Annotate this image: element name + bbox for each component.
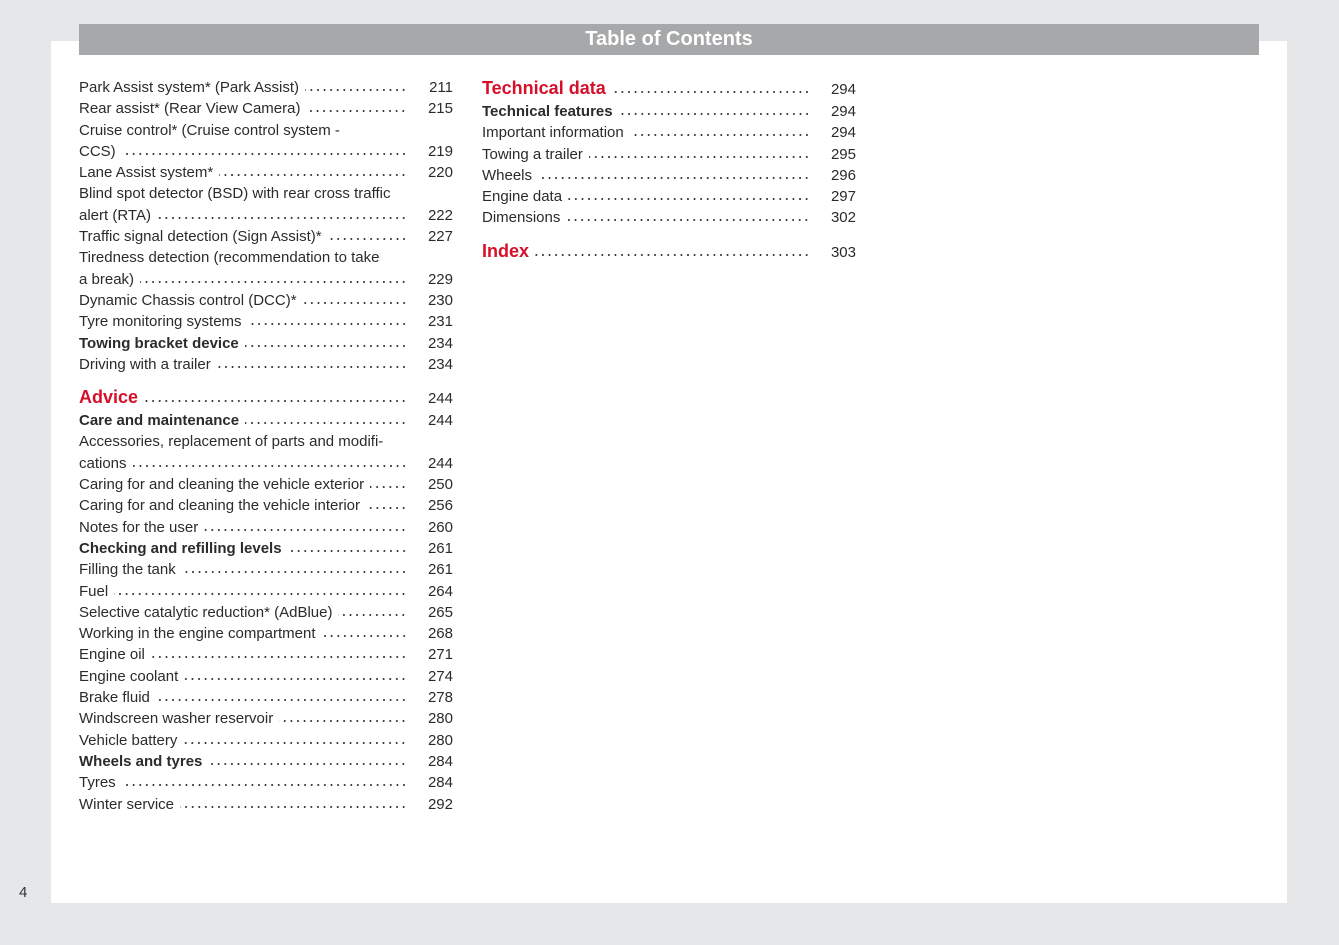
- toc-entry-title: Engine oil: [79, 646, 145, 664]
- dot-leader: [133, 464, 407, 468]
- toc-page-number: 227: [427, 228, 453, 246]
- toc-entry-title: Blind spot detector (BSD) with rear cross traffic: [79, 185, 391, 203]
- toc-page-number: 292: [427, 795, 453, 813]
- toc-entry-title: Rear assist* (Rear View Camera): [79, 100, 301, 118]
- dot-leader: [288, 549, 407, 553]
- toc-page-number: 230: [427, 291, 453, 309]
- toc-entry[interactable]: [79, 666, 453, 687]
- toc-entry[interactable]: [482, 122, 856, 143]
- toc-entry-title: Engine data: [482, 188, 563, 206]
- toc-entry-title: Traffic signal detection (Sign Assist)*: [79, 228, 322, 246]
- toc-entry[interactable]: [79, 708, 453, 729]
- toc-entry-title: Index: [482, 240, 530, 261]
- toc-entry[interactable]: [79, 495, 453, 516]
- toc-page-number: 294: [830, 103, 856, 120]
- dot-leader: [204, 528, 407, 532]
- toc-entry-title: Winter service: [79, 795, 175, 813]
- dot-leader: [245, 421, 407, 425]
- dot-leader: [219, 173, 407, 177]
- dot-leader: [122, 152, 407, 156]
- toc-page-number: 271: [427, 646, 453, 664]
- toc-column-left: [79, 77, 453, 815]
- toc-page-number: 280: [427, 731, 453, 749]
- toc-entry[interactable]: [79, 354, 453, 375]
- toc-page-number: 278: [427, 689, 453, 707]
- dot-leader: [619, 112, 810, 116]
- dot-leader: [180, 805, 407, 809]
- toc-page-number: 222: [427, 206, 453, 224]
- toc-page-number: 220: [427, 164, 453, 182]
- toc-entry[interactable]: [79, 644, 453, 665]
- dot-leader: [306, 109, 407, 113]
- dot-leader: [208, 762, 407, 766]
- toc-entry-title: Park Assist system* (Park Assist): [79, 79, 300, 96]
- dot-leader: [183, 741, 407, 745]
- dot-leader: [338, 613, 407, 617]
- dot-leader: [114, 592, 407, 596]
- toc-entry[interactable]: [79, 581, 453, 602]
- toc-entry[interactable]: [79, 687, 453, 708]
- toc-entry[interactable]: [79, 120, 453, 163]
- toc-entry-title: CCS): [79, 142, 116, 160]
- toc-entry[interactable]: [79, 730, 453, 751]
- toc-page-number: 295: [830, 145, 856, 163]
- toc-page-number: 256: [427, 497, 453, 515]
- toc-entry-title: Windscreen washer reservoir: [79, 710, 274, 728]
- toc-page-number: 302: [830, 209, 856, 227]
- page-number: 4: [19, 884, 28, 901]
- toc-entry[interactable]: [79, 623, 453, 644]
- dot-leader: [566, 218, 810, 222]
- dot-leader: [366, 506, 407, 510]
- dot-leader: [144, 399, 407, 403]
- toc-entry-title: Checking and refilling levels: [79, 539, 282, 557]
- toc-entry[interactable]: [79, 517, 453, 538]
- toc-entry-title: Tiredness detection (recommendation to take: [79, 249, 380, 267]
- toc-page-number: 268: [427, 625, 453, 643]
- toc-page-number: 215: [427, 100, 453, 118]
- toc-entry-title: Filling the tank: [79, 561, 176, 579]
- toc-entry-title: Towing a trailer: [482, 145, 583, 163]
- toc-entry-title: Accessories, replacement of parts and modifi-: [79, 433, 384, 451]
- toc-page-number: 265: [427, 603, 453, 621]
- toc-entry[interactable]: [482, 207, 856, 228]
- dot-leader: [140, 280, 407, 284]
- toc-entry-title: Caring for and cleaning the vehicle exterior: [79, 476, 365, 494]
- toc-page-number: 260: [427, 518, 453, 536]
- toc-entry[interactable]: [79, 751, 453, 772]
- dot-leader: [245, 344, 407, 348]
- toc-entry-title: Cruise control* (Cruise control system -: [79, 121, 340, 139]
- toc-page-number: 280: [427, 710, 453, 728]
- toc-entry-title: Tyres: [79, 774, 116, 792]
- toc-entry-title: Wheels: [482, 166, 533, 184]
- toc-page-number: 250: [427, 476, 453, 494]
- toc-entry[interactable]: [482, 165, 856, 186]
- toc-entry[interactable]: [79, 98, 453, 119]
- toc-entry-title: Driving with a trailer: [79, 355, 211, 373]
- dot-leader: [151, 655, 407, 659]
- dot-leader: [370, 485, 407, 489]
- toc-entry[interactable]: [79, 431, 453, 474]
- toc-entry-title: Dimensions: [482, 209, 561, 227]
- toc-page-number: 274: [427, 667, 453, 685]
- dot-leader: [217, 365, 407, 369]
- toc-page-number: 294: [830, 81, 856, 98]
- toc-entry-title: Technical features: [482, 103, 613, 120]
- toc-entry-title: Dynamic Chassis control (DCC)*: [79, 291, 297, 309]
- toc-entry-title: Wheels and tyres: [79, 752, 203, 770]
- toc-entry-title: Selective catalytic reduction* (AdBlue): [79, 603, 333, 621]
- toc-entry-title: Caring for and cleaning the vehicle interior: [79, 497, 360, 515]
- toc-page-number: 294: [830, 124, 856, 142]
- dot-leader: [248, 322, 407, 326]
- toc-entry[interactable]: [79, 311, 453, 332]
- dot-leader: [322, 634, 407, 638]
- toc-page-number: 244: [427, 412, 453, 430]
- toc-entry[interactable]: [79, 410, 453, 431]
- toc-section-heading[interactable]: [79, 386, 453, 410]
- toc-page-number: 284: [427, 774, 453, 792]
- page-title: Table of Contents: [79, 24, 1259, 55]
- toc-page-number: 303: [830, 243, 856, 261]
- dot-leader: [122, 783, 407, 787]
- dot-leader: [630, 133, 810, 137]
- toc-entry-title: Engine coolant: [79, 667, 179, 685]
- toc-entry-title: a break): [79, 270, 135, 288]
- toc-entry-title: Fuel: [79, 582, 109, 600]
- dot-leader: [328, 237, 407, 241]
- toc-page-number: 244: [427, 454, 453, 472]
- toc-entry[interactable]: [482, 101, 856, 122]
- toc-entry-title: Vehicle battery: [79, 731, 178, 749]
- toc-entry[interactable]: [79, 333, 453, 354]
- toc-page-number: 211: [429, 79, 453, 96]
- toc-entry[interactable]: [79, 559, 453, 580]
- dot-leader: [279, 719, 407, 723]
- toc-entry[interactable]: [79, 77, 453, 98]
- toc-entry-title: cations: [79, 454, 127, 472]
- toc-entry[interactable]: [482, 144, 856, 165]
- dot-leader: [182, 570, 407, 574]
- toc-entry[interactable]: [79, 290, 453, 311]
- dot-leader: [157, 216, 407, 220]
- toc-entry[interactable]: [79, 602, 453, 623]
- toc-section-heading[interactable]: [482, 77, 856, 101]
- toc-entry-title: Care and maintenance: [79, 412, 240, 430]
- toc-page-number: 261: [427, 539, 453, 557]
- dot-leader: [303, 301, 407, 305]
- toc-entry[interactable]: [482, 186, 856, 207]
- toc-entry[interactable]: [79, 162, 453, 183]
- toc-entry-title: Lane Assist system*: [79, 164, 214, 182]
- toc-entry[interactable]: [79, 474, 453, 495]
- dot-leader: [305, 88, 407, 92]
- toc-entry-title: Tyre monitoring systems: [79, 313, 242, 331]
- toc-column-right: [482, 77, 856, 264]
- toc-entry-title: Important information: [482, 124, 624, 142]
- toc-page-number: 244: [427, 390, 453, 408]
- toc-entry-title: Brake fluid: [79, 689, 150, 707]
- toc-page-number: 296: [830, 166, 856, 184]
- toc-page-number: 219: [427, 142, 453, 160]
- toc-entry-title: Advice: [79, 387, 139, 408]
- toc-page-number: 234: [427, 334, 453, 352]
- toc-entry[interactable]: [79, 538, 453, 559]
- toc-page-number: 264: [427, 582, 453, 600]
- toc-entry[interactable]: [79, 183, 453, 226]
- dot-leader: [568, 197, 810, 201]
- toc-entry-title: Technical data: [482, 78, 606, 98]
- toc-entry[interactable]: [79, 226, 453, 247]
- toc-page-number: 297: [830, 188, 856, 206]
- toc-section-heading[interactable]: [482, 240, 856, 264]
- dot-leader: [184, 677, 407, 681]
- dot-leader: [538, 176, 810, 180]
- toc-page-number: 234: [427, 355, 453, 373]
- toc-entry-title: Working in the engine compartment: [79, 625, 316, 643]
- dot-leader: [589, 155, 810, 159]
- toc-page-number: 284: [427, 752, 453, 770]
- dot-leader: [612, 90, 810, 94]
- toc-entry-title: Notes for the user: [79, 518, 199, 536]
- dot-leader: [156, 698, 407, 702]
- toc-entry[interactable]: [79, 794, 453, 815]
- toc-page-number: 229: [427, 270, 453, 288]
- toc-entry-title: alert (RTA): [79, 206, 151, 224]
- toc-page-number: 261: [427, 561, 453, 579]
- toc-entry[interactable]: [79, 247, 453, 290]
- toc-entry-title: Towing bracket device: [79, 334, 239, 352]
- dot-leader: [535, 253, 810, 257]
- toc-entry[interactable]: [79, 772, 453, 793]
- toc-page-number: 231: [427, 313, 453, 331]
